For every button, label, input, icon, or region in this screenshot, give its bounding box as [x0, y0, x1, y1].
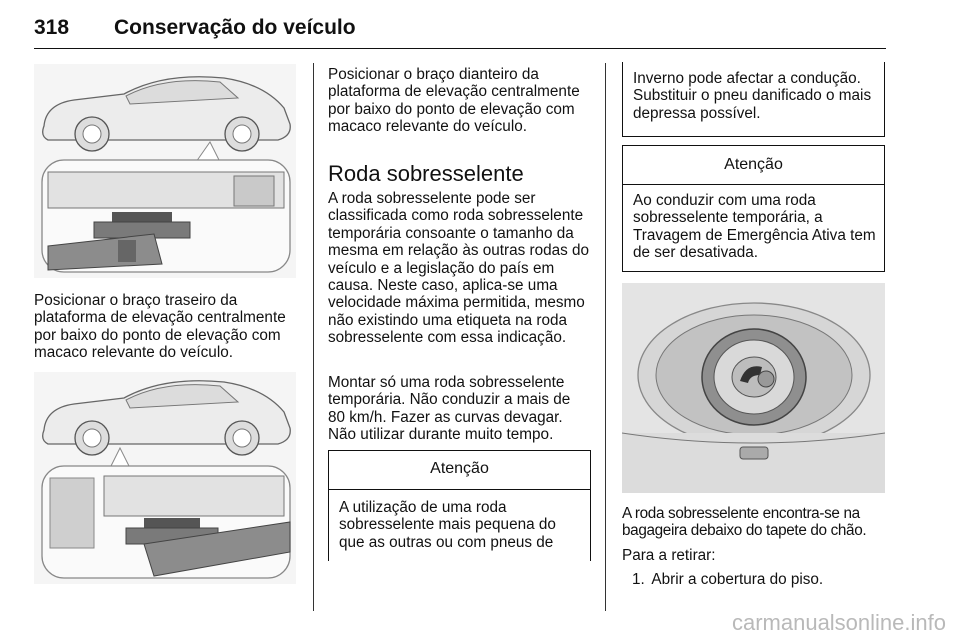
list-item-text: Abrir a cobertura do piso.	[651, 571, 824, 588]
page-header	[34, 14, 886, 49]
spare-wheel-illustration	[622, 283, 885, 493]
caution-box-1	[328, 450, 591, 561]
spare-wheel-figure	[622, 283, 885, 493]
caution-title-rule	[623, 184, 884, 185]
caption-rear-arm: Posicionar o braço traseiro da plataforma de elevação centralmente por baixo do ponto de elevação com macaco relevante do veículo.	[34, 292, 286, 362]
page-title: Conservação do veículo	[114, 16, 356, 39]
caution-text: A utilização de uma roda sobresselente mais pequena do que as outras ou com pneus de	[339, 499, 556, 551]
caution-box-1-continued	[622, 62, 885, 137]
car-on-lift-front-figure	[34, 372, 296, 584]
paragraph-spare-wheel-classification: A roda sobresselente pode ser classificada como roda sobresselente temporária consoante o tamanho da mesma em relação às outras rodas do veículo e a legislação do país em causa. Neste caso, aplica-se uma velocidade máxima permitida, mesmo não existindo uma etiqueta na roda sobresselente com essa indicação.	[328, 190, 590, 347]
paragraph-temporary-spare-usage: Montar só uma roda sobresselente temporária. Não conduzir a mais de 80 km/h. Fazer as curvas devagar. Não utilizar durante muito tempo.	[328, 374, 571, 444]
caution-title: Atenção	[430, 460, 489, 477]
caution-box-2	[622, 145, 885, 272]
car-lift-illustration-2	[34, 372, 296, 584]
column-divider-2	[605, 63, 606, 611]
caution-title: Atenção	[724, 156, 783, 173]
column-divider-1	[313, 63, 314, 611]
caution-text-continued: Inverno pode afectar a condução. Substituir o pneu danificado o mais depressa possível.	[633, 70, 872, 122]
list-item	[632, 571, 884, 588]
list-item-number: 1.	[632, 571, 645, 588]
car-lift-illustration-1	[34, 64, 296, 278]
section-heading-spare-wheel: Roda sobresselente	[328, 161, 524, 186]
car-on-lift-rear-figure	[34, 64, 296, 278]
paragraph-front-arm: Posicionar o braço dianteiro da plataforma de elevação centralmente por baixo do ponto de elevação com macaco relevante do veículo.	[328, 66, 580, 136]
watermark: carmanualsonline.info	[731, 610, 946, 635]
page-number: 318	[34, 16, 70, 39]
paragraph-to-remove: Para a retirar:	[622, 547, 716, 564]
caution-title-rule	[329, 489, 590, 490]
caution-text: Ao conduzir com uma roda sobresselente temporária, a Travagem de Emergência Ativa tem de ser desativada.	[633, 192, 876, 262]
paragraph-spare-wheel-location: A roda sobresselente encontra-se na bagageira debaixo do tapete do chão.	[622, 505, 867, 540]
